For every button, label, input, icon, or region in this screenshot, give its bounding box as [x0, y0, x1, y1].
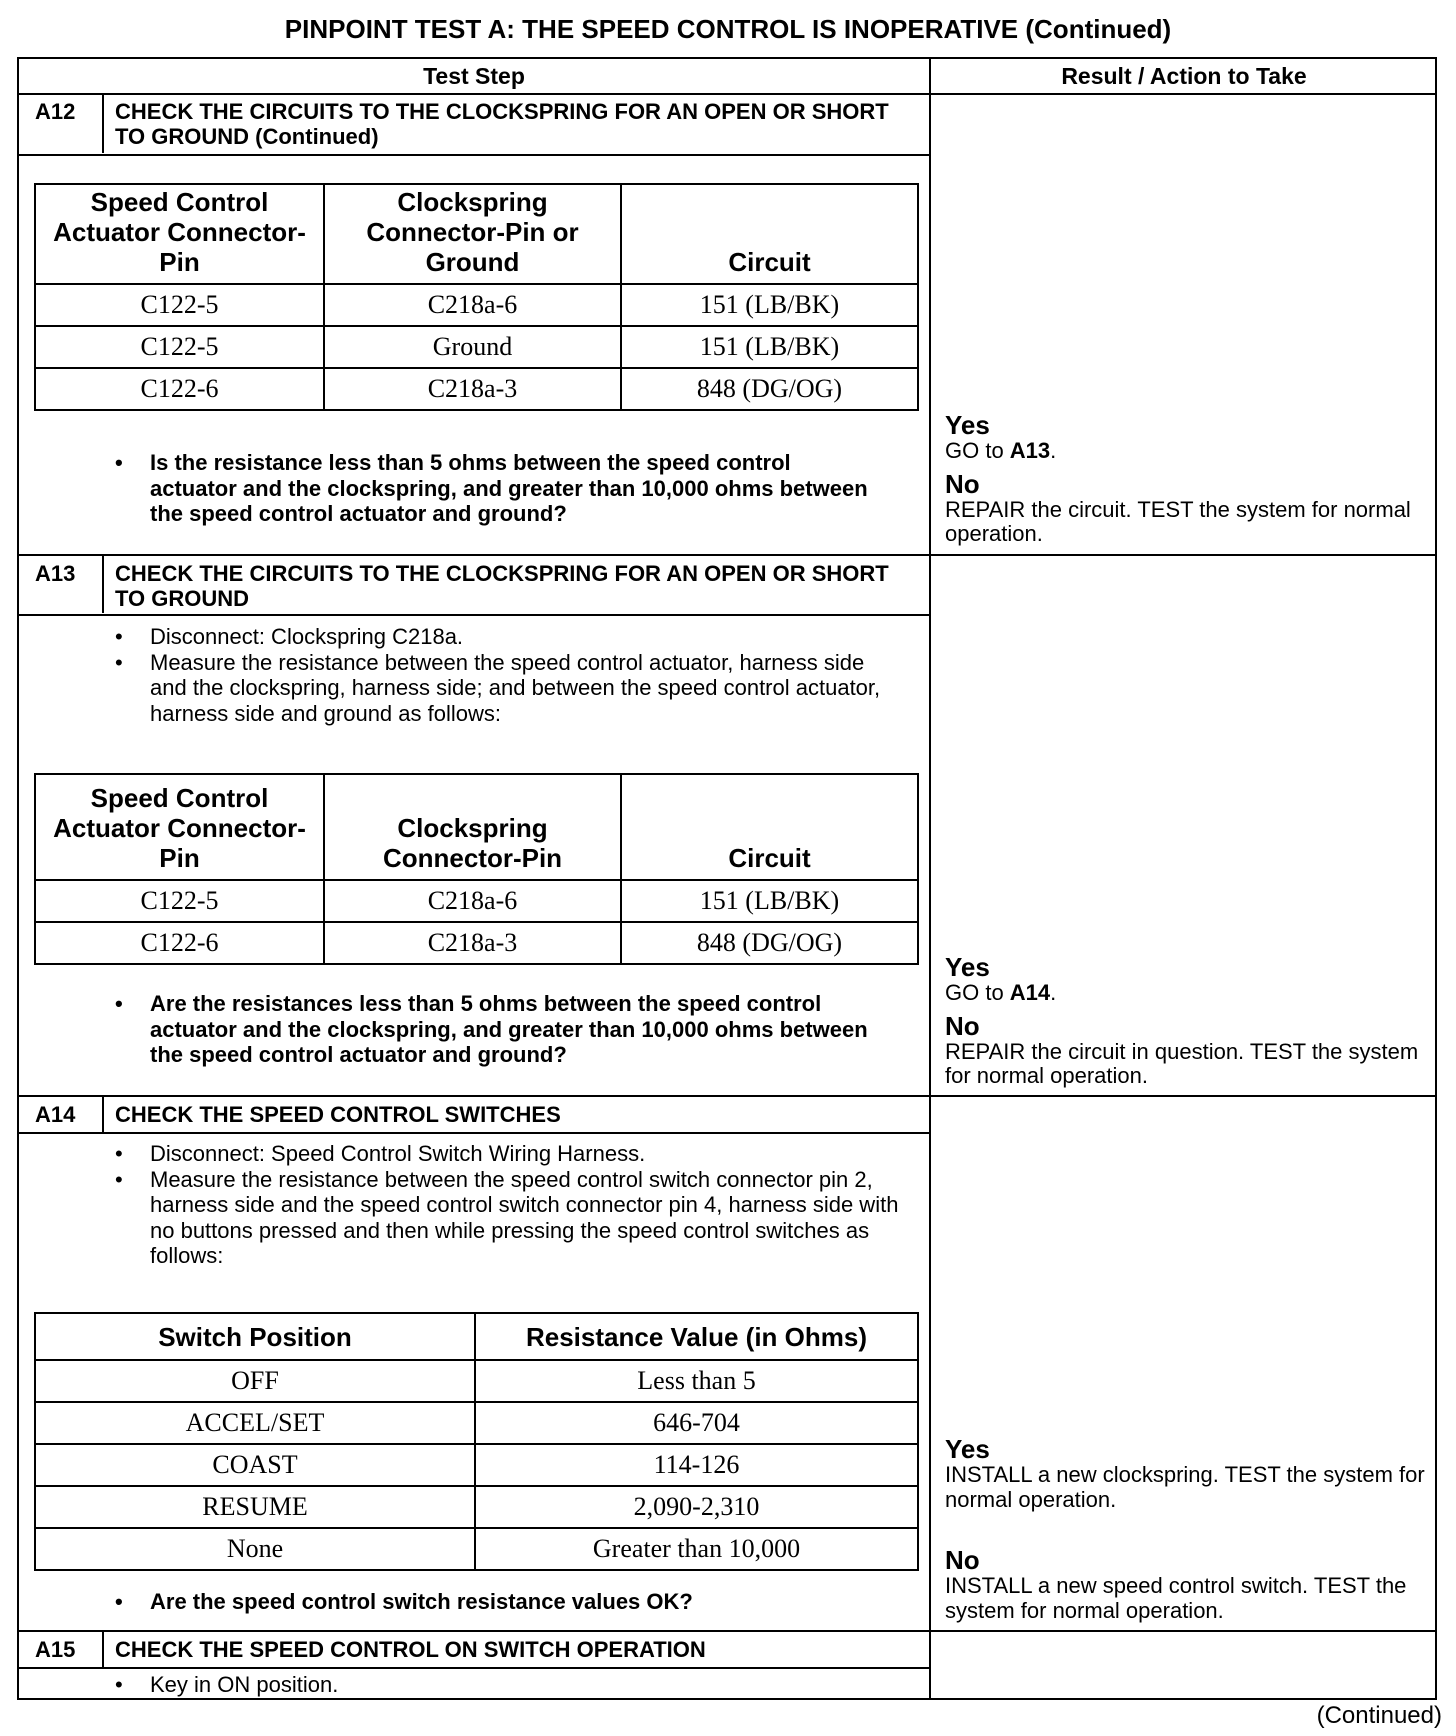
table-cell: C122-5: [35, 880, 324, 922]
no-action: REPAIR the circuit in question. TEST the system for normal operation.: [945, 1038, 1419, 1088]
step-title-a14: CHECK THE SPEED CONTROL SWITCHES: [115, 1102, 561, 1127]
step-question-a13: • Are the resistances less than 5 ohms between the speed control actuator and the clockspring, and greater than 10,000 ohms between the speed control actuator and ground?: [131, 991, 871, 1068]
step-id-divider: [102, 556, 104, 613]
page-title: PINPOINT TEST A: THE SPEED CONTROL IS INOPERATIVE (Continued): [284, 14, 1172, 44]
table-cell: C218a-6: [324, 880, 621, 922]
step-id-a12: A12: [35, 99, 76, 124]
instruction-list-a15: [131, 1672, 901, 1698]
table-header: Speed Control Actuator Connector-Pin: [35, 184, 324, 284]
yes-label: Yes: [945, 952, 990, 982]
step-title-a15: CHECK THE SPEED CONTROL ON SWITCH OPERATION: [115, 1637, 706, 1662]
yes-action: GO to A14.: [945, 980, 1057, 1005]
step-title-divider: [19, 614, 929, 616]
table-cell: 848 (DG/OG): [621, 368, 918, 410]
a13-resistance-table: [34, 773, 919, 965]
table-header: Speed Control Actuator Connector-Pin: [35, 774, 324, 880]
table-cell: COAST: [35, 1444, 475, 1486]
list-item: • Measure the resistance between the speed control switch connector pin 2, harness side and the speed control switch connector pin 4, harness side with no buttons pressed and then while pressing the speed control switches as follows:: [131, 1167, 901, 1269]
table-cell: RESUME: [35, 1486, 475, 1528]
step-id-divider: [102, 1632, 104, 1667]
table-header: Clockspring Connector-Pin or Ground: [324, 184, 621, 284]
table-cell: C218a-6: [324, 284, 621, 326]
step-id-divider: [102, 94, 104, 153]
table-cell: Ground: [324, 326, 621, 368]
step-title-a12: CHECK THE CIRCUITS TO THE CLOCKSPRING FOR AN OPEN OR SHORT TO GROUND (Continued): [115, 99, 889, 149]
step-question-a14: • Are the speed control switch resistance values OK?: [131, 1589, 871, 1615]
no-action: REPAIR the circuit. TEST the system for normal operation.: [945, 496, 1411, 546]
yes-action: INSTALL a new clockspring. TEST the system for normal operation.: [945, 1462, 1425, 1512]
step-title-divider: [19, 1132, 929, 1134]
switch-resistance-table: [34, 1312, 919, 1571]
step-id-a13: A13: [35, 561, 76, 586]
table-row: [35, 922, 918, 964]
table-row: [35, 1528, 918, 1570]
result-a13: [945, 953, 1435, 1089]
table-row: [35, 1486, 918, 1528]
table-row: [35, 284, 918, 326]
list-item: • Disconnect: Clockspring C218a.: [131, 624, 901, 650]
table-row: [35, 880, 918, 922]
table-cell: C122-5: [35, 284, 324, 326]
step-title-divider: [19, 154, 929, 156]
instruction-list-a14: [131, 1141, 901, 1269]
table-header: Resistance Value (in Ohms): [475, 1313, 918, 1360]
table-cell: OFF: [35, 1360, 475, 1402]
a12-resistance-table: [34, 183, 919, 411]
result-a12: [945, 411, 1435, 547]
no-action: INSTALL a new speed control switch. TEST the system for normal operation.: [945, 1573, 1407, 1623]
yes-label: Yes: [945, 1434, 990, 1464]
result-header: Result / Action to Take: [1061, 63, 1307, 89]
table-row: [35, 1444, 918, 1486]
result-a14-yes: [945, 1435, 1435, 1512]
table-cell: Less than 5: [475, 1360, 918, 1402]
yes-label: Yes: [945, 410, 990, 440]
result-a14-no: [945, 1546, 1435, 1623]
column-divider: [929, 59, 931, 1698]
no-label: No: [945, 1010, 980, 1041]
test-step-header: Test Step: [423, 63, 525, 89]
goto-step-link[interactable]: A14: [1009, 980, 1051, 1005]
table-cell: None: [35, 1528, 475, 1570]
step-id-a15: A15: [35, 1637, 76, 1662]
table-header: Circuit: [621, 184, 918, 284]
table-cell: C122-6: [35, 922, 324, 964]
table-row: [35, 1402, 918, 1444]
table-header: Clockspring Connector-Pin: [324, 774, 621, 880]
step-divider: [19, 1630, 1435, 1632]
no-label: No: [945, 468, 980, 499]
no-label: No: [945, 1545, 980, 1575]
table-cell: ACCEL/SET: [35, 1402, 475, 1444]
goto-step-link[interactable]: A13: [1009, 438, 1051, 463]
table-cell: 114-126: [475, 1444, 918, 1486]
step-question-a12: • Is the resistance less than 5 ohms between the speed control actuator and the clockspring, and greater than 10,000 ohms between the speed control actuator and ground?: [131, 450, 871, 527]
table-cell: C122-5: [35, 326, 324, 368]
table-cell: 151 (LB/BK): [621, 326, 918, 368]
table-cell: C122-6: [35, 368, 324, 410]
table-cell: C218a-3: [324, 922, 621, 964]
step-title-a13: CHECK THE CIRCUITS TO THE CLOCKSPRING FOR AN OPEN OR SHORT TO GROUND: [115, 561, 889, 611]
instruction-list-a13: [131, 624, 901, 726]
step-divider: [19, 1095, 1435, 1097]
table-cell: 151 (LB/BK): [621, 284, 918, 326]
step-id-divider: [102, 1097, 104, 1132]
step-title-divider: [19, 1667, 929, 1669]
list-item: • Key in ON position.: [131, 1672, 901, 1698]
list-item: • Measure the resistance between the speed control actuator, harness side and the clockspring, harness side; and between the speed control actuator, harness side and ground as follows:: [131, 650, 901, 727]
header-divider: [19, 93, 1435, 95]
step-divider: [19, 554, 1435, 556]
table-cell: 2,090-2,310: [475, 1486, 918, 1528]
table-cell: 646-704: [475, 1402, 918, 1444]
yes-action: GO to A13.: [945, 438, 1057, 463]
table-row: [35, 1360, 918, 1402]
table-cell: 151 (LB/BK): [621, 880, 918, 922]
table-header: Switch Position: [35, 1313, 475, 1360]
table-row: [35, 368, 918, 410]
continued-note: (Continued): [1316, 1702, 1442, 1729]
table-header: Circuit: [621, 774, 918, 880]
pinpoint-test-table: [17, 57, 1437, 1700]
table-cell: 848 (DG/OG): [621, 922, 918, 964]
table-cell: C218a-3: [324, 368, 621, 410]
table-cell: Greater than 10,000: [475, 1528, 918, 1570]
step-id-a14: A14: [35, 1102, 76, 1127]
table-row: [35, 326, 918, 368]
list-item: • Disconnect: Speed Control Switch Wiring Harness.: [131, 1141, 901, 1167]
